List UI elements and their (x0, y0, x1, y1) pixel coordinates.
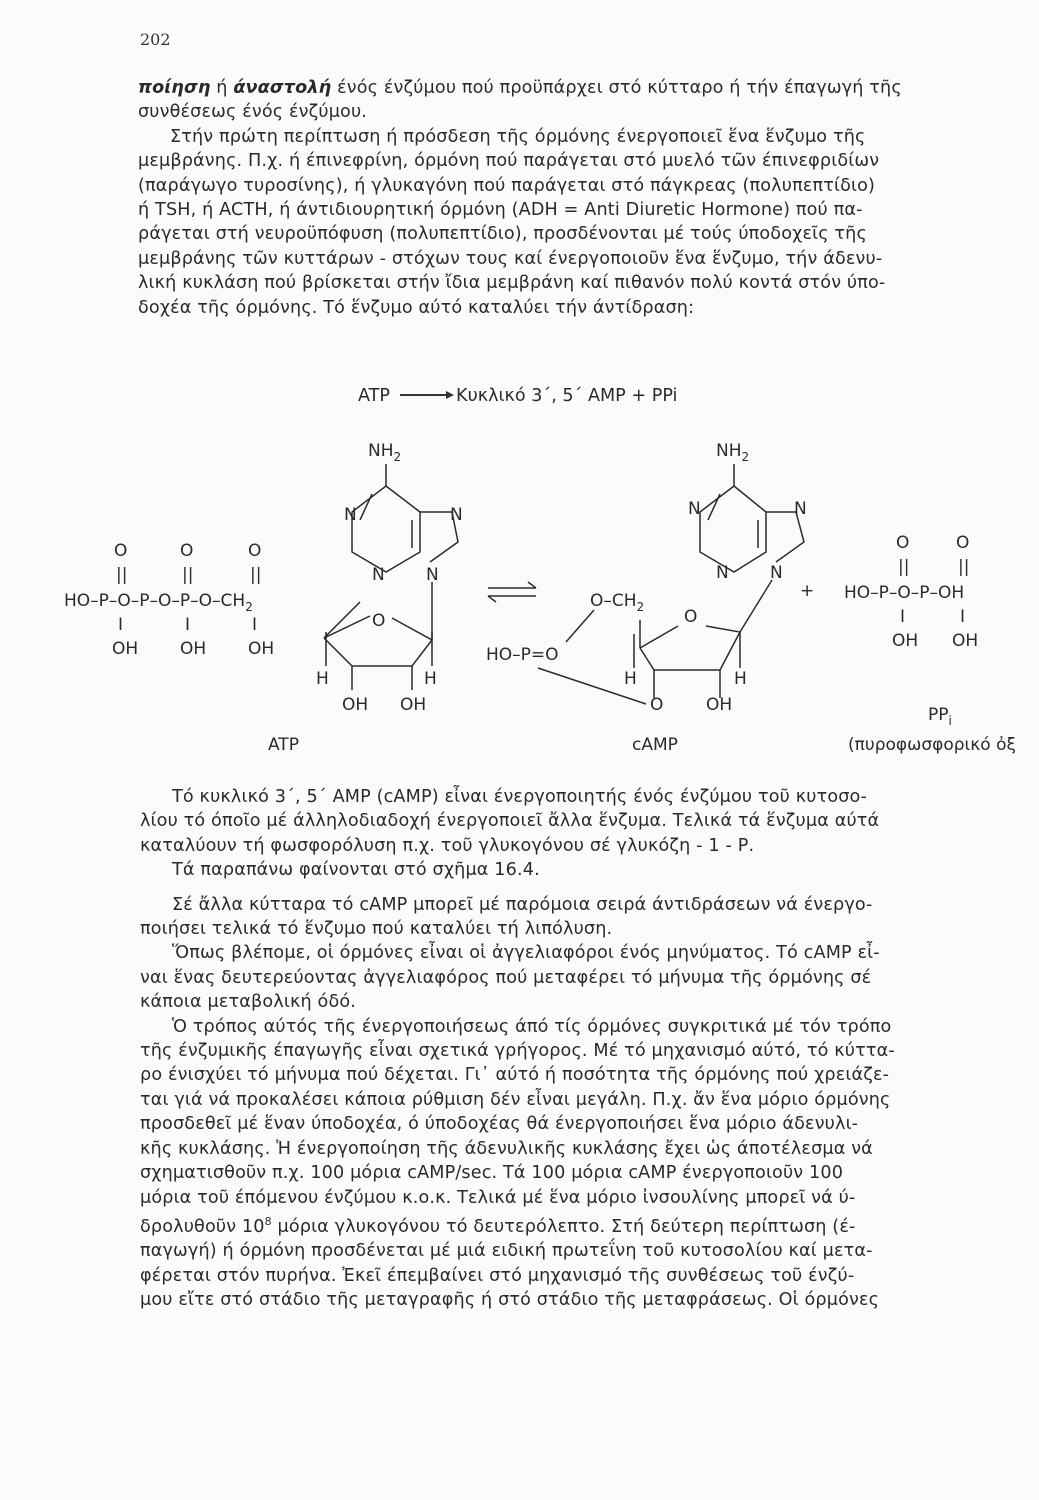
atp-phosphate-chain: $HO-P-O-P-O-P-O-CH_2$ (64, 591, 253, 614)
ppi-caption: $PP_i$ (928, 705, 952, 728)
text-line: τῆς ένζυμικῆς έπαγωγῆς εἶναι σχετικά γρήγορος. Μέ τό μηχανισμό αύτό, τό κύττα- (140, 1041, 895, 1062)
reaction-products: Κυκλικό 3΄, 5΄ AMP + PPi (456, 386, 678, 406)
text-line: μεμβράνης τῶν κυττάρων - στόχων τους καί ένεργοποιοῦν ἕνα ἕνζυμο, τήν άδενυ- (138, 248, 883, 269)
text-line: καταλύουν τή φωσφορόλυση π.χ. τοῦ γλυκογόνου σέ γλυκόζη - 1 - Ρ. (140, 835, 755, 856)
atp-bond: || (116, 565, 128, 585)
reaction-reactant: ATP (358, 386, 391, 406)
atp-oh-label: OH (342, 695, 369, 715)
text-line: λίου τό όποῖο μέ άλληλοδιαδοχή ένεργοποιεῖ ἄλλα ἕνζυμα. Τελικά τά ἕνζυμα αύτά (140, 811, 880, 832)
ppi-o-label: O (896, 533, 910, 553)
ppi-chain: HO–P–O–P–OH (844, 583, 965, 603)
atp-oh-label: OH (400, 695, 427, 715)
ppi-structure (800, 533, 1016, 755)
atp-o-label: O (180, 541, 194, 561)
ppi-oh-label: OH (892, 631, 919, 651)
reaction-equation (358, 386, 677, 406)
text-line: παγωγή) ή όρμόνη προσδένεται μέ μιά ειδική πρωτεΐνη τοῦ κυτοσολίου καί μετα- (140, 1241, 873, 1262)
atp-caption: ATP (268, 735, 299, 755)
text-line: ται γιά νά προκαλέσει κάποια ρύθμιση δέν εἶναι μεγάλη. Π.χ. ἄν ἕνα μόριο όρμόνης (140, 1089, 891, 1110)
text-line: κάποια μεταβολική όδό. (140, 992, 357, 1013)
text-line: λική κυκλάση πού βρίσκεται στήν ἴδια μεμβράνη καί πιθανόν πολύ κοντά στόν ύπο- (138, 273, 886, 294)
atp-ring-o-label: O (372, 611, 386, 631)
text-line: Στήν πρώτη περίπτωση ή πρόσδεση τῆς όρμόνης ένεργοποιεῖ ἕνα ἕνζυμο τῆς (170, 126, 866, 147)
top-text-block (138, 76, 1008, 320)
atp-bond: || (182, 565, 194, 585)
text-line: ποιήσει τελικά τό ἕνζυμο πού καταλύει τή λιπόλυση. (140, 919, 613, 940)
text-line: σχηματισθοῦν π.χ. 100 μόρια cAMP/sec. Τά 100 μόρια cAMP ένεργοποιοῦν 100 (140, 1163, 844, 1184)
camp-n-label: N (770, 563, 783, 583)
camp-caption: cAMP (632, 735, 678, 755)
ppi-bond: || (898, 557, 910, 577)
ppi-oh-label: OH (952, 631, 979, 651)
chemical-structures-figure (0, 420, 1039, 760)
camp-nh2-label: $NH_2$ (716, 441, 750, 464)
ppi-full-name: (πυροφωσφορικό ὀξ (848, 735, 1016, 755)
camp-structure (486, 441, 807, 755)
reaction-arrow-icon (400, 394, 452, 396)
atp-h-label: H (316, 669, 329, 689)
text-line: ή TSH, ή ACTH, ή άντιδιουρητική όρμόνη (ADH = Anti Diuretic Hormone) πού πα- (138, 200, 863, 221)
text-line: κῆς κυκλάσης. Ἡ ένεργοποίηση τῆς άδενυλικῆς κυκλάσης ἔχει ὡς άποτέλεσμα νά (140, 1138, 873, 1159)
text-line: δρολυθοῦν $10^8$ μόρια γλυκογόνου τό δευτερόλεπτο. Στή δεύτερη περίπτωση (έ- (140, 1214, 856, 1237)
atp-bond: || (250, 565, 262, 585)
camp-n-label: N (794, 499, 807, 519)
text-line: προσδεθεῖ μέ ἕναν ύποδοχέα, ό ύποδοχέας θά ένεργοποιήσει ἕνα μόριο άδενυλι- (140, 1114, 859, 1135)
atp-bond: I (185, 615, 191, 635)
atp-oh-label: OH (248, 639, 275, 659)
page-number: 202 (140, 30, 171, 49)
text-line: ναι ἕνας δευτερεύοντας ἀγγελιαφόρος πού μεταφέρει τό μήνυμα τῆς όρμόνης σέ (140, 967, 872, 988)
ppi-bond: || (958, 557, 970, 577)
plus-sign: + (800, 581, 815, 601)
text-line: μεμβράνης. Π.χ. ή έπινεφρίνη, όρμόνη πού παράγεται στό μυελό τῶν έπινεφριδίων (138, 151, 880, 172)
camp-phosphate: HO–P=O (486, 645, 559, 665)
ppi-bond: I (960, 607, 966, 627)
camp-bridge-o-label: O (650, 695, 664, 715)
ppi-bond: I (900, 607, 906, 627)
bottom-text-block (140, 785, 1010, 1312)
text-line: μόρια τοῦ έπόμενου ένζύμου κ.ο.κ. Τελικά μέ ἕνα μόριο ἰνσουλίνης μπορεῖ νά ύ- (140, 1187, 856, 1208)
text-line: Τό κυκλικό 3΄, 5΄ AMP (cAMP) εἶναι ένεργοποιητής ένός ένζύμου τοῦ κυτοσο- (172, 787, 867, 807)
text-line: ποίηση ή άναστολή ένός ένζύμου πού προϋπάρχει στό κύτταρο ή τήν έπαγωγή τῆς (138, 78, 902, 98)
camp-h-label: H (624, 669, 637, 689)
text-line: Ὅπως βλέπομε, οἱ όρμόνες εἶναι οἱ ἀγγελιαφόροι ένός μηνύματος. Τό cAMP εἶ- (172, 943, 880, 964)
text-line: μου εἴτε στό στάδιο τῆς μεταγραφῆς ή στό στάδιο τῆς μεταφράσεως. Οἱ όρμόνες (140, 1289, 880, 1310)
camp-n-label: N (716, 563, 729, 583)
camp-h-label: H (734, 669, 747, 689)
text-line: συνθέσεως ένός ένζύμου. (138, 102, 368, 123)
camp-och2: $O-CH_2$ (590, 591, 645, 614)
ppi-o-label: O (956, 533, 970, 553)
text-line: Τά παραπάνω φαίνονται στό σχῆμα 16.4. (172, 860, 540, 881)
atp-h-label: H (424, 669, 437, 689)
atp-bond: I (118, 615, 124, 635)
camp-oh-label: OH (706, 695, 733, 715)
atp-n-label: N (344, 505, 357, 525)
text-line: ράγεται στή νευροϋπόφυση (πολυπεπτίδιο), προσδένονται μέ τούς ύποδοχεῖς τῆς (138, 224, 867, 245)
atp-oh-label: OH (180, 639, 207, 659)
text-line: Σέ ἄλλα κύτταρα τό cAMP μπορεῖ μέ παρόμοια σειρά άντιδράσεων νά ένεργο- (172, 894, 873, 915)
text-line: δοχέα τῆς όρμόνης. Τό ἕνζυμο αύτό καταλύει τήν άντίδραση: (138, 297, 695, 318)
atp-n-label: N (426, 565, 439, 585)
atp-o-label: O (248, 541, 262, 561)
atp-nh2-label: $NH_2$ (368, 441, 402, 464)
camp-ring-o-label: O (684, 607, 698, 627)
text-line: ρο ένισχύει τό μήνυμα πού δέχεται. Γι᾿ αύτό ή ποσότητα τῆς όρμόνης πού χρειάζε- (140, 1065, 890, 1086)
atp-oh-label: OH (112, 639, 139, 659)
atp-o-label: O (114, 541, 128, 561)
atp-bond: I (252, 615, 258, 635)
text-line: φέρεται στόν πυρήνα. Ἐκεῖ έπεμβαίνει στό μηχανισμό τῆς συνθέσεως τοῦ ένζύ- (140, 1265, 855, 1286)
atp-n-label: N (450, 505, 463, 525)
camp-n-label: N (688, 499, 701, 519)
text-line: Ὁ τρόπος αύτός τῆς ένεργοποιήσεως άπό τίς όρμόνες συγκριτικά μέ τόν τρόπο (172, 1016, 892, 1037)
atp-structure (64, 441, 463, 755)
atp-n-label: N (372, 565, 385, 585)
text-line: (παράγωγο τυροσίνης), ή γλυκαγόνη πού παράγεται στό πάγκρεας (πολυπεπτίδιο) (138, 175, 876, 196)
equilibrium-arrow-icon (488, 582, 536, 602)
